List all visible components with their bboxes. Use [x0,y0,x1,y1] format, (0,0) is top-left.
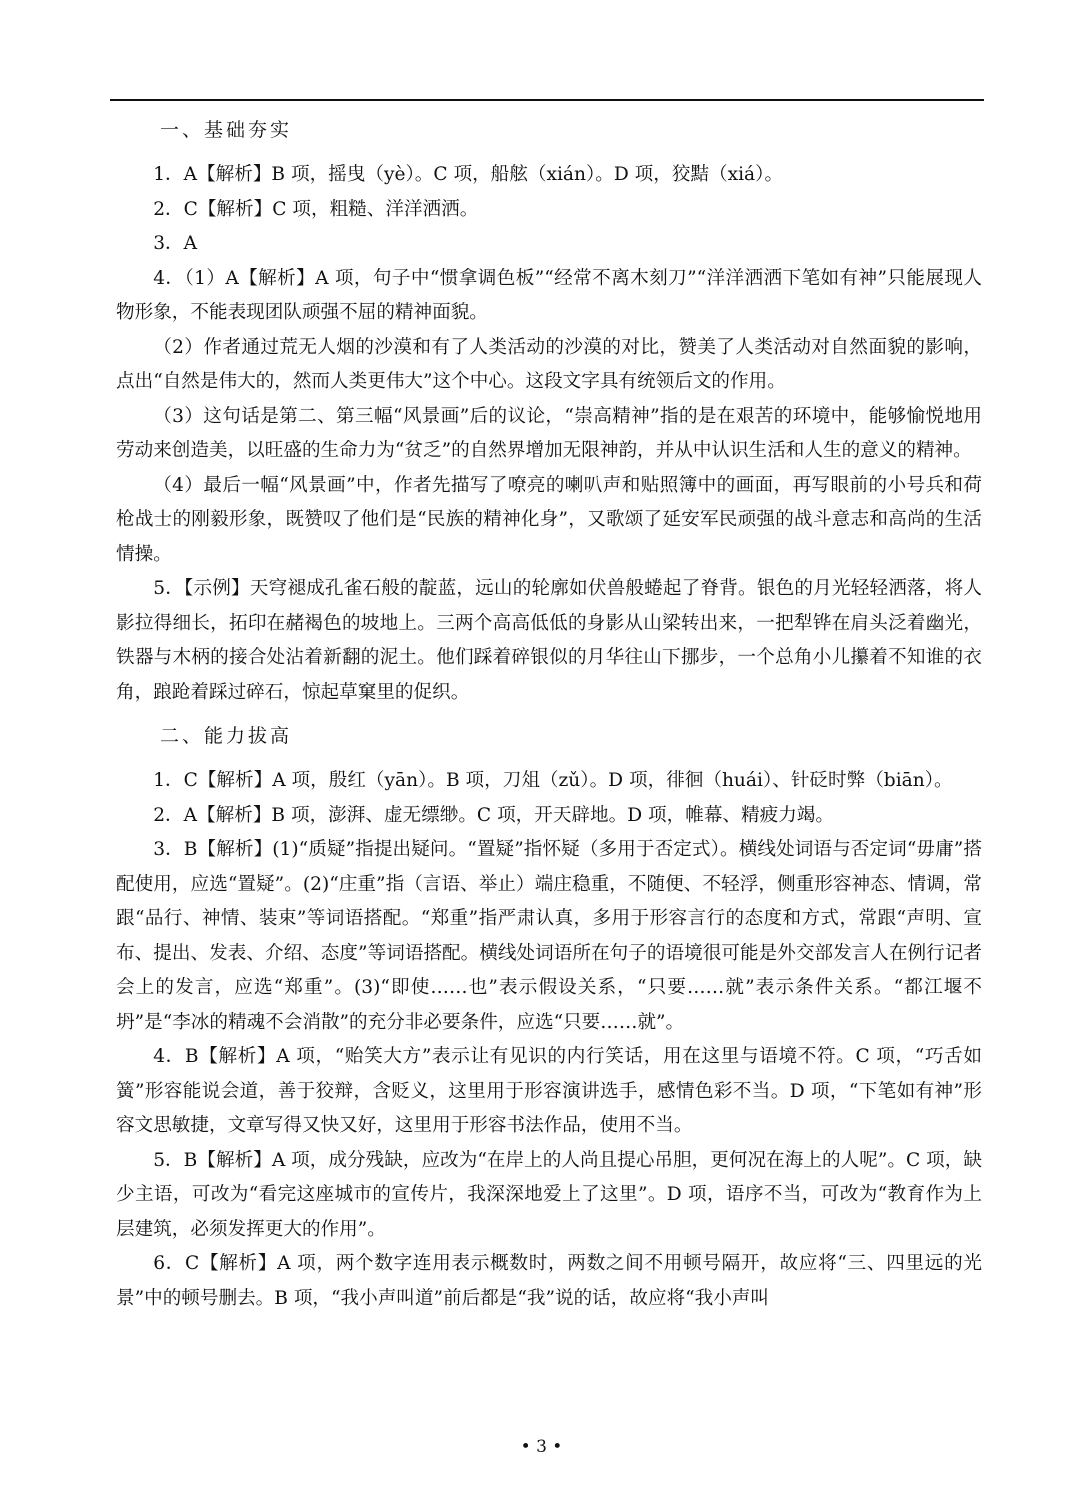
section-heading: 二、能力拔高 [160,725,293,747]
answer-item: 3．A [153,233,198,254]
answer-item: 4．（1）A【解析】A 项，句子中“惯拿调色板”“经常不离木刻刀”“洋洋洒洒下笔如有神”只能展现人物形象，不能表现团队顽强不屈的精神面貌。 [116,267,982,323]
page-number: • 3 • [520,1437,563,1457]
answer-item: 5．B【解析】A 项，成分残缺，应改为“在岸上的人尚且提心吊胆，更何况在海上的人呢”。C 项，缺少主语，可改为“看完这座城市的宣传片，我深深地爱上了这里”。D 项，语序不当，可改为“教育作为上层建筑，必须发挥更大的作用”。 [116,1149,982,1240]
answer-item: （2）作者通过荒无人烟的沙漠和有了人类活动的沙漠的对比，赞美了人类活动对自然面貌的影响，点出“自然是伟大的，然而人类更伟大”这个中心。这段文字具有统领后文的作用。 [116,336,982,392]
answer-item: 6．C【解析】A 项，两个数字连用表示概数时，两数之间不用顿号隔开，故应将“三、四里远的光景”中的顿号删去。B 项，“我小声叫道”前后都是“我”说的话，故应将“我小声叫 [116,1253,982,1309]
answer-item: （3）这句话是第二、第三幅“风景画”后的议论，“崇高精神”指的是在艰苦的环境中，能够愉悦地用劳动来创造美，以旺盛的生命力为“贫乏”的自然界增加无限神韵，并从中认识生活和人生的意义的精神。 [116,405,982,461]
answer-item: 4．B【解析】A 项，“贻笑大方”表示让有见识的内行笑话，用在这里与语境不符。C 项，“巧舌如簧”形容能说会道，善于狡辩，含贬义，这里用于形容演讲选手，感情色彩不当。D 项，“下笔如有神”形容文思敏捷，文章写得又快又好，这里用于形容书法作品，使用不当。 [116,1046,982,1136]
answer-item: 1．C【解析】A 项，殷红（yān）。B 项，刀俎（zǔ）。D 项，徘徊（huái）、针砭时弊（biān）。 [153,770,953,791]
answer-item: 2．C【解析】C 项，粗糙、洋洋洒洒。 [153,198,479,220]
answer-item: 1．A【解析】B 项，摇曳（yè）。C 项，船舷（xián）。D 项，狡黠（xiá）。 [153,164,784,185]
answer-item: 2．A【解析】B 项，澎湃、虚无缥缈。C 项，开天辟地。D 项，帷幕、精疲力竭。 [153,804,834,826]
answer-content [116,112,982,1316]
answer-item: （4）最后一幅“风景画”中，作者先描写了嘹亮的喇叭声和贴照簿中的画面，再写眼前的小号兵和荷枪战士的刚毅形象，既赞叹了他们是“民族的精神化身”，又歌颂了延安军民顽强的战斗意志和高尚的生活情操。 [116,474,982,565]
header-rule [110,99,984,101]
answer-item: 3．B【解析】(1)“质疑”指提出疑问。“置疑”指怀疑（多用于否定式）。横线处词语与否定词“毋庸”搭配使用，应选“置疑”。(2)“庄重”指（言语、举止）端庄稳重，不随便、不轻浮，侧重形容神态、情调，常跟“品行、神情、装束”等词语搭配。“郑重”指严肃认真，多用于形容言行的态度和方式，常跟“声明、宣布、提出、发表、介绍、态度”等词语搭配。横线处词语所在句子的语境很可能是外交部发言人在例行记者会上的发言，应选“郑重”。(3)“即使……也”表示假设关系，“只要……就”表示条件关系。“都江堰不坍”是“李冰的精魂不会消散”的充分非必要条件，应选“只要……就”。 [116,839,982,1033]
section-heading: 一、基础夯实 [160,119,293,141]
answer-item: 5．【示例】天穹褪成孔雀石般的靛蓝，远山的轮廓如伏兽般蜷起了脊背。银色的月光轻轻洒落，将人影拉得细长，拓印在赭褐色的坡地上。三两个高高低低的身影从山梁转出来，一把犁铧在肩头泛着幽光，铁器与木柄的接合处沾着新翻的泥土。他们踩着碎银似的月华往山下挪步，一个总角小儿攥着不知谁的衣角，踉跄着踩过碎石，惊起草窠里的促织。 [116,578,982,703]
